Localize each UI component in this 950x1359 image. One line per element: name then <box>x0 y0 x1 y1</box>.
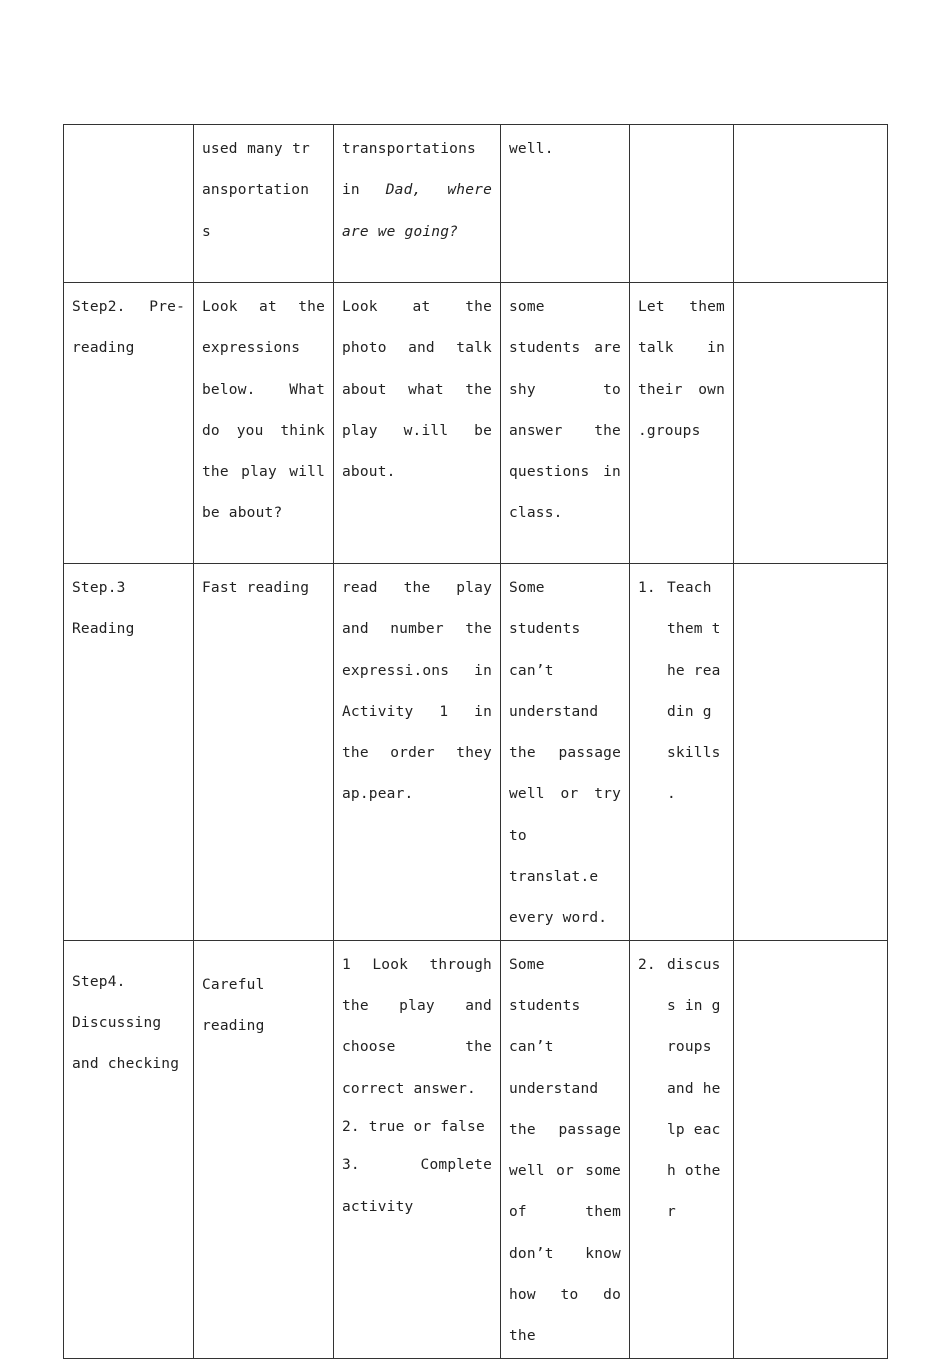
step-text: Step4. Discussing and checking <box>72 973 180 1073</box>
content-cell <box>194 125 334 283</box>
problem-cell <box>501 125 630 283</box>
activity-cell <box>334 564 501 941</box>
problem-cell <box>501 940 630 1358</box>
solution-text: Let them talk in their own .groups <box>638 299 725 439</box>
activity-item: 1 Look through the play and choose the correct answer. <box>342 956 492 1097</box>
problem-text: Some students can’t understand the passage well or try to translat.e every word. <box>509 580 621 927</box>
activity-cell <box>334 283 501 564</box>
list-number: 2. <box>638 956 656 973</box>
content-cell <box>194 283 334 564</box>
step-text: Step.3 <box>72 580 126 596</box>
step-text: Step2. Pre-reading <box>72 299 185 357</box>
notes-cell <box>734 564 888 941</box>
content-text: used many transportations <box>202 141 310 240</box>
table-row <box>64 125 888 283</box>
activity-title: Dad, where are we going? <box>342 182 492 240</box>
problem-text: Some students can’t understand the passage well or some of them don’t know how to do the <box>509 956 621 1345</box>
activity-cell <box>334 940 501 1358</box>
solution-cell <box>630 125 734 283</box>
content-text: Look at the expressions below. What do you think the play will be about? <box>202 299 325 522</box>
solution-text: discus s in groups and help each other <box>667 956 721 1221</box>
list-number: 1. <box>638 580 656 596</box>
solution-cell <box>630 940 734 1358</box>
activity-item: 2. true or false <box>342 1118 485 1135</box>
solution-text: Teach them the readin g skills . <box>667 580 721 803</box>
problem-text: some students are shy to answer the questions in class. <box>509 299 621 522</box>
content-cell <box>194 564 334 941</box>
activity-text: Look at the photo and talk about what the play w.ill be about. <box>342 299 492 481</box>
step-cell <box>64 940 194 1358</box>
content-cell <box>194 940 334 1358</box>
solution-cell <box>630 564 734 941</box>
problem-cell <box>501 283 630 564</box>
content-text: Fast reading <box>202 580 310 596</box>
table-row <box>64 940 888 1358</box>
lesson-plan-table <box>63 124 888 1359</box>
activity-text: transportations in <box>342 141 476 199</box>
problem-cell <box>501 564 630 941</box>
step-cell <box>64 283 194 564</box>
problem-text: well. <box>509 141 554 157</box>
activity-cell <box>334 125 501 283</box>
solution-cell <box>630 283 734 564</box>
step-cell <box>64 564 194 941</box>
notes-cell <box>734 125 888 283</box>
table-row <box>64 283 888 564</box>
step-text: Reading <box>72 621 135 638</box>
activity-text: read the play and number the expressi.ons in Activity 1 in the order they ap.pear. <box>342 580 492 803</box>
activity-item: 3. Complete activity <box>342 1157 492 1215</box>
table-row <box>64 564 888 941</box>
notes-cell <box>734 940 888 1358</box>
step-cell <box>64 125 194 283</box>
content-text: Careful reading <box>202 976 265 1034</box>
notes-cell <box>734 283 888 564</box>
